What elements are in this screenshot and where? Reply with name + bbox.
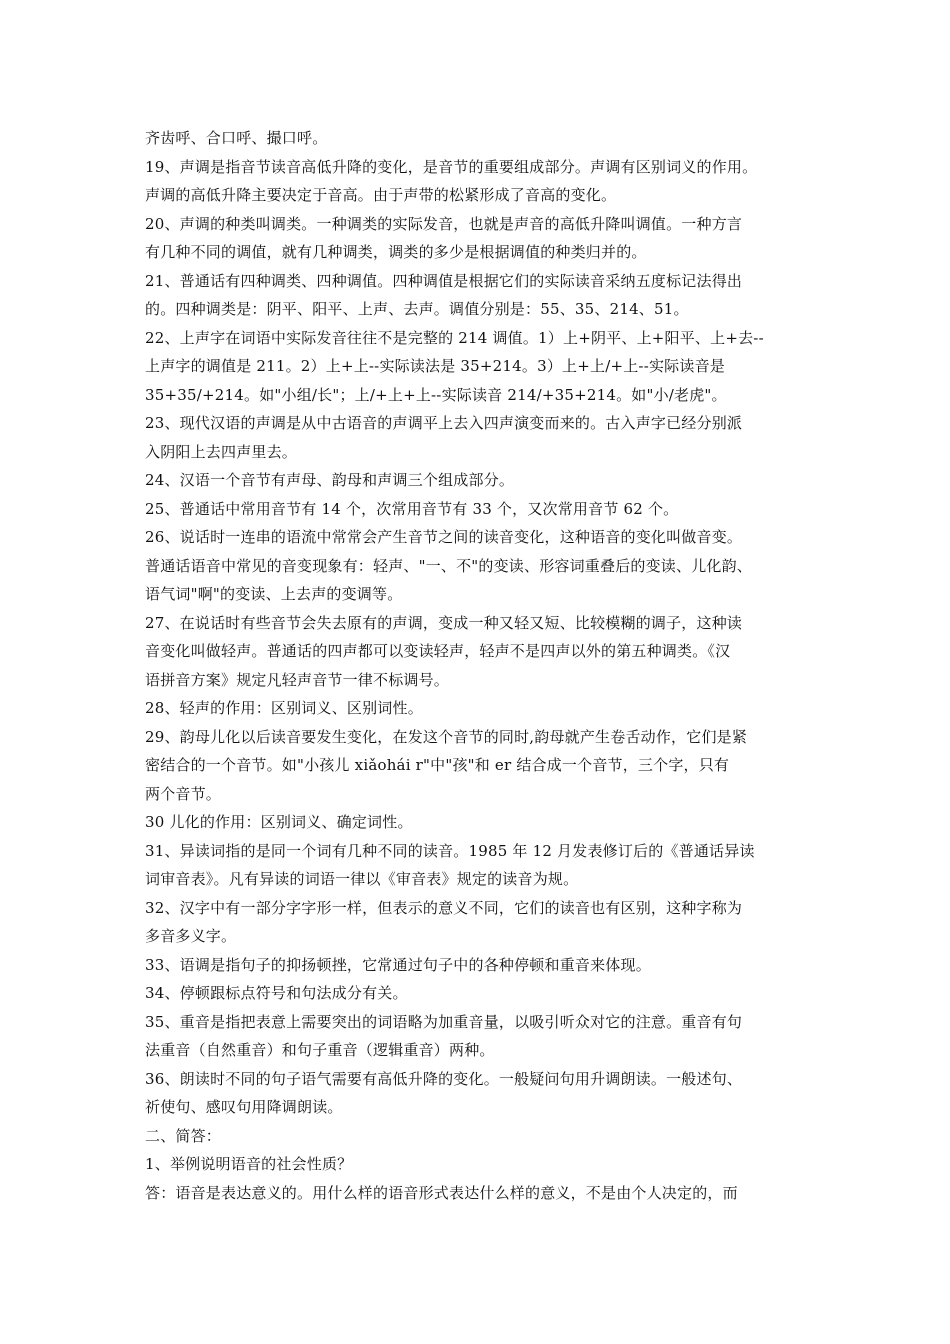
text-line: 密结合的一个音节。如"小孩儿 xiǎohái r"中"孩"和 er 结合成一个音节，三个字，只有 bbox=[145, 756, 730, 774]
text-line: 27、在说话时有些音节会失去原有的声调，变成一种又轻又短、比较模糊的调子，这种读 bbox=[145, 613, 743, 632]
text-line: 的。四种调类是：阴平、阳平、上声、去声。调值分别是：55、35、214、51。 bbox=[145, 300, 689, 318]
text-line: 祈使句、感叹句用降调朗读。 bbox=[145, 1098, 343, 1116]
text-line: 28、轻声的作用：区别词义、区别词性。 bbox=[145, 699, 423, 717]
text-line: 法重音（自然重音）和句子重音（逻辑重音）两种。 bbox=[145, 1041, 495, 1059]
text-line: 多音多义字。 bbox=[145, 927, 237, 945]
text-line: 35+35/+214。如"小组/长"；上/+上+上--实际读音 214/+35+214。如"小/老虎"。 bbox=[145, 385, 727, 404]
text-line: 20、声调的种类叫调类。一种调类的实际发音，也就是声音的高低升降叫调值。一种方言 bbox=[145, 214, 743, 233]
text-line: 26、说话时一连串的语流中常常会产生音节之间的读音变化，这种语音的变化叫做音变。 bbox=[145, 528, 743, 546]
answer-text: 答：语音是表达意义的。用什么样的语音形式表达什么样的意义，不是由个人决定的，而 bbox=[145, 1183, 738, 1202]
text-line: 上声字的调值是 211。2）上+上--实际读法是 35+214。3）上+上/+上--实际读音是 bbox=[145, 357, 725, 375]
question-text: 1、举例说明语音的社会性质？ bbox=[145, 1155, 353, 1173]
text-line: 29、韵母儿化以后读音要发生变化，在发这个音节的同时,韵母就产生卷舌动作，它们是紧 bbox=[145, 727, 748, 746]
text-line: 32、汉字中有一部分字字形一样，但表示的意义不同，它们的读音也有区别，这种字称为 bbox=[145, 898, 743, 917]
text-line: 34、停顿跟标点符号和句法成分有关。 bbox=[145, 984, 408, 1002]
section-heading: 二、简答： bbox=[145, 1126, 222, 1145]
text-line: 声调的高低升降主要决定于音高。由于声带的松紧形成了音高的变化。 bbox=[145, 186, 617, 204]
text-line: 25、普通话中常用音节有 14 个，次常用音节有 33 个，又次常用音节 62 个。 bbox=[145, 499, 679, 518]
text-line: 普通话语音中常见的音变现象有：轻声、"一、不"的变读、形容词重叠后的变读、儿化韵、 bbox=[145, 556, 753, 575]
text-line: 21、普通话有四种调类、四种调值。四种调值是根据它们的实际读音采纳五度标记法得出 bbox=[145, 271, 743, 290]
text-line: 音变化叫做轻声。普通话的四声都可以变读轻声，轻声不是四声以外的第五种调类。《汉 bbox=[145, 642, 731, 660]
text-line: 入阴阳上去四声里去。 bbox=[145, 442, 298, 461]
text-line: 31、异读词指的是同一个词有几种不同的读音。1985 年 12 月发表修订后的《普通话异读 bbox=[145, 841, 755, 860]
text-line: 两个音节。 bbox=[145, 784, 222, 803]
text-line: 19、声调是指音节读音高低升降的变化，是音节的重要组成部分。声调有区别词义的作用。 bbox=[145, 157, 758, 176]
text-line: 35、重音是指把表意上需要突出的词语略为加重音量，以吸引听众对它的注意。重音有句 bbox=[145, 1012, 743, 1031]
text-line: 24、汉语一个音节有声母、韵母和声调三个组成部分。 bbox=[145, 471, 515, 489]
text-line: 22、上声字在词语中实际发音往往不是完整的 214 调值。1）上+阴平、上+阳平、上+去-- bbox=[145, 328, 764, 347]
text-line: 语拼音方案》规定凡轻声音节一律不标调号。 bbox=[145, 670, 450, 689]
text-line: 有几种不同的调值，就有几种调类，调类的多少是根据调值的种类归并的。 bbox=[145, 243, 647, 261]
text-line: 23、现代汉语的声调是从中古语音的声调平上去入四声演变而来的。古入声字已经分别派 bbox=[145, 414, 743, 432]
text-line: 语气词"啊"的变读、上去声的变调等。 bbox=[145, 585, 403, 603]
text-line: 齐齿呼、合口呼、撮口呼。 bbox=[145, 129, 328, 147]
text-line: 36、朗读时不同的句子语气需要有高低升降的变化。一般疑问句用升调朗读。一般述句、 bbox=[145, 1069, 743, 1088]
text-line: 词审音表》。凡有异读的词语一律以《审音表》规定的读音为规。 bbox=[145, 870, 579, 888]
document-body bbox=[145, 124, 817, 1207]
text-line: 33、语调是指句子的抑扬顿挫，它常通过句子中的各种停顿和重音来体现。 bbox=[145, 955, 651, 974]
text-line: 30 儿化的作用：区别词义、确定词性。 bbox=[145, 813, 413, 831]
